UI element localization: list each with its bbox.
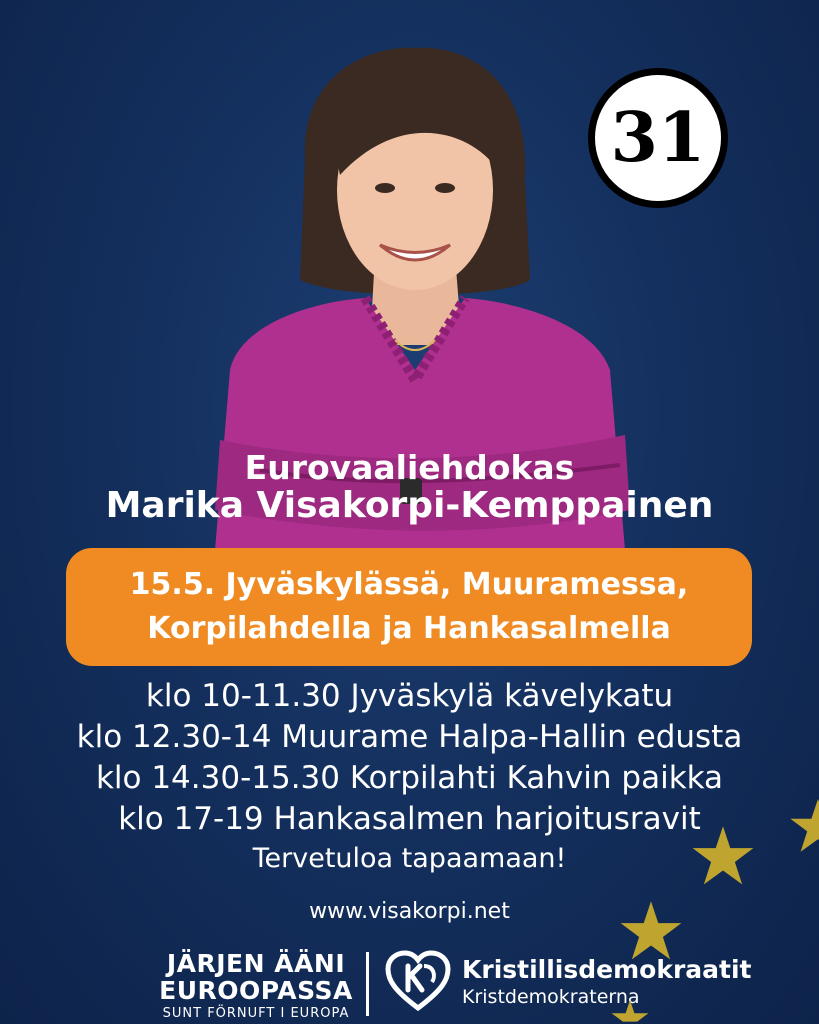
eu-star-icon [610, 998, 650, 1024]
schedule-item: klo 14.30-15.30 Korpilahti Kahvin paikka [95, 760, 724, 796]
schedule-item: klo 12.30-14 Muurame Halpa-Hallin edusta [76, 719, 743, 755]
schedule-item: klo 10-11.30 Jyväskylä kävelykatu [145, 678, 674, 714]
kd-heart-logo-icon [384, 950, 452, 1014]
candidate-number-badge [588, 68, 728, 208]
eu-star-icon [690, 823, 756, 889]
party-name-swedish: Kristdemokraterna [462, 986, 640, 1008]
event-banner-line2: Korpilahdella ja Hankasalmella [147, 611, 671, 646]
eu-star-icon [788, 796, 819, 856]
party-name-block [462, 955, 752, 1008]
slogan-line3: SUNT FÖRNUFT I EUROPA [162, 1006, 350, 1021]
slogan-logo [158, 950, 354, 1021]
slogan-line2: EUROOPASSA [159, 976, 353, 1005]
candidate-name: Marika Visakorpi-Kemppainen [105, 485, 714, 526]
schedule-item: klo 17-19 Hankasalmen harjoitusravit [118, 801, 701, 837]
event-banner [66, 548, 752, 666]
website-link[interactable]: www.visakorpi.net [309, 899, 510, 924]
party-name: Kristillisdemokraatit [462, 955, 752, 984]
eu-star-icon [618, 898, 684, 964]
candidate-role: Eurovaaliehdokas [244, 448, 575, 487]
candidate-number: 31 [610, 98, 706, 178]
logo-divider [366, 952, 369, 1016]
welcome-text: Tervetuloa tapaamaan! [252, 843, 567, 874]
event-banner-line1: 15.5. Jyväskylässä, Muuramessa, [129, 567, 689, 602]
slogan-line1: JÄRJEN ÄÄNI [166, 949, 346, 978]
